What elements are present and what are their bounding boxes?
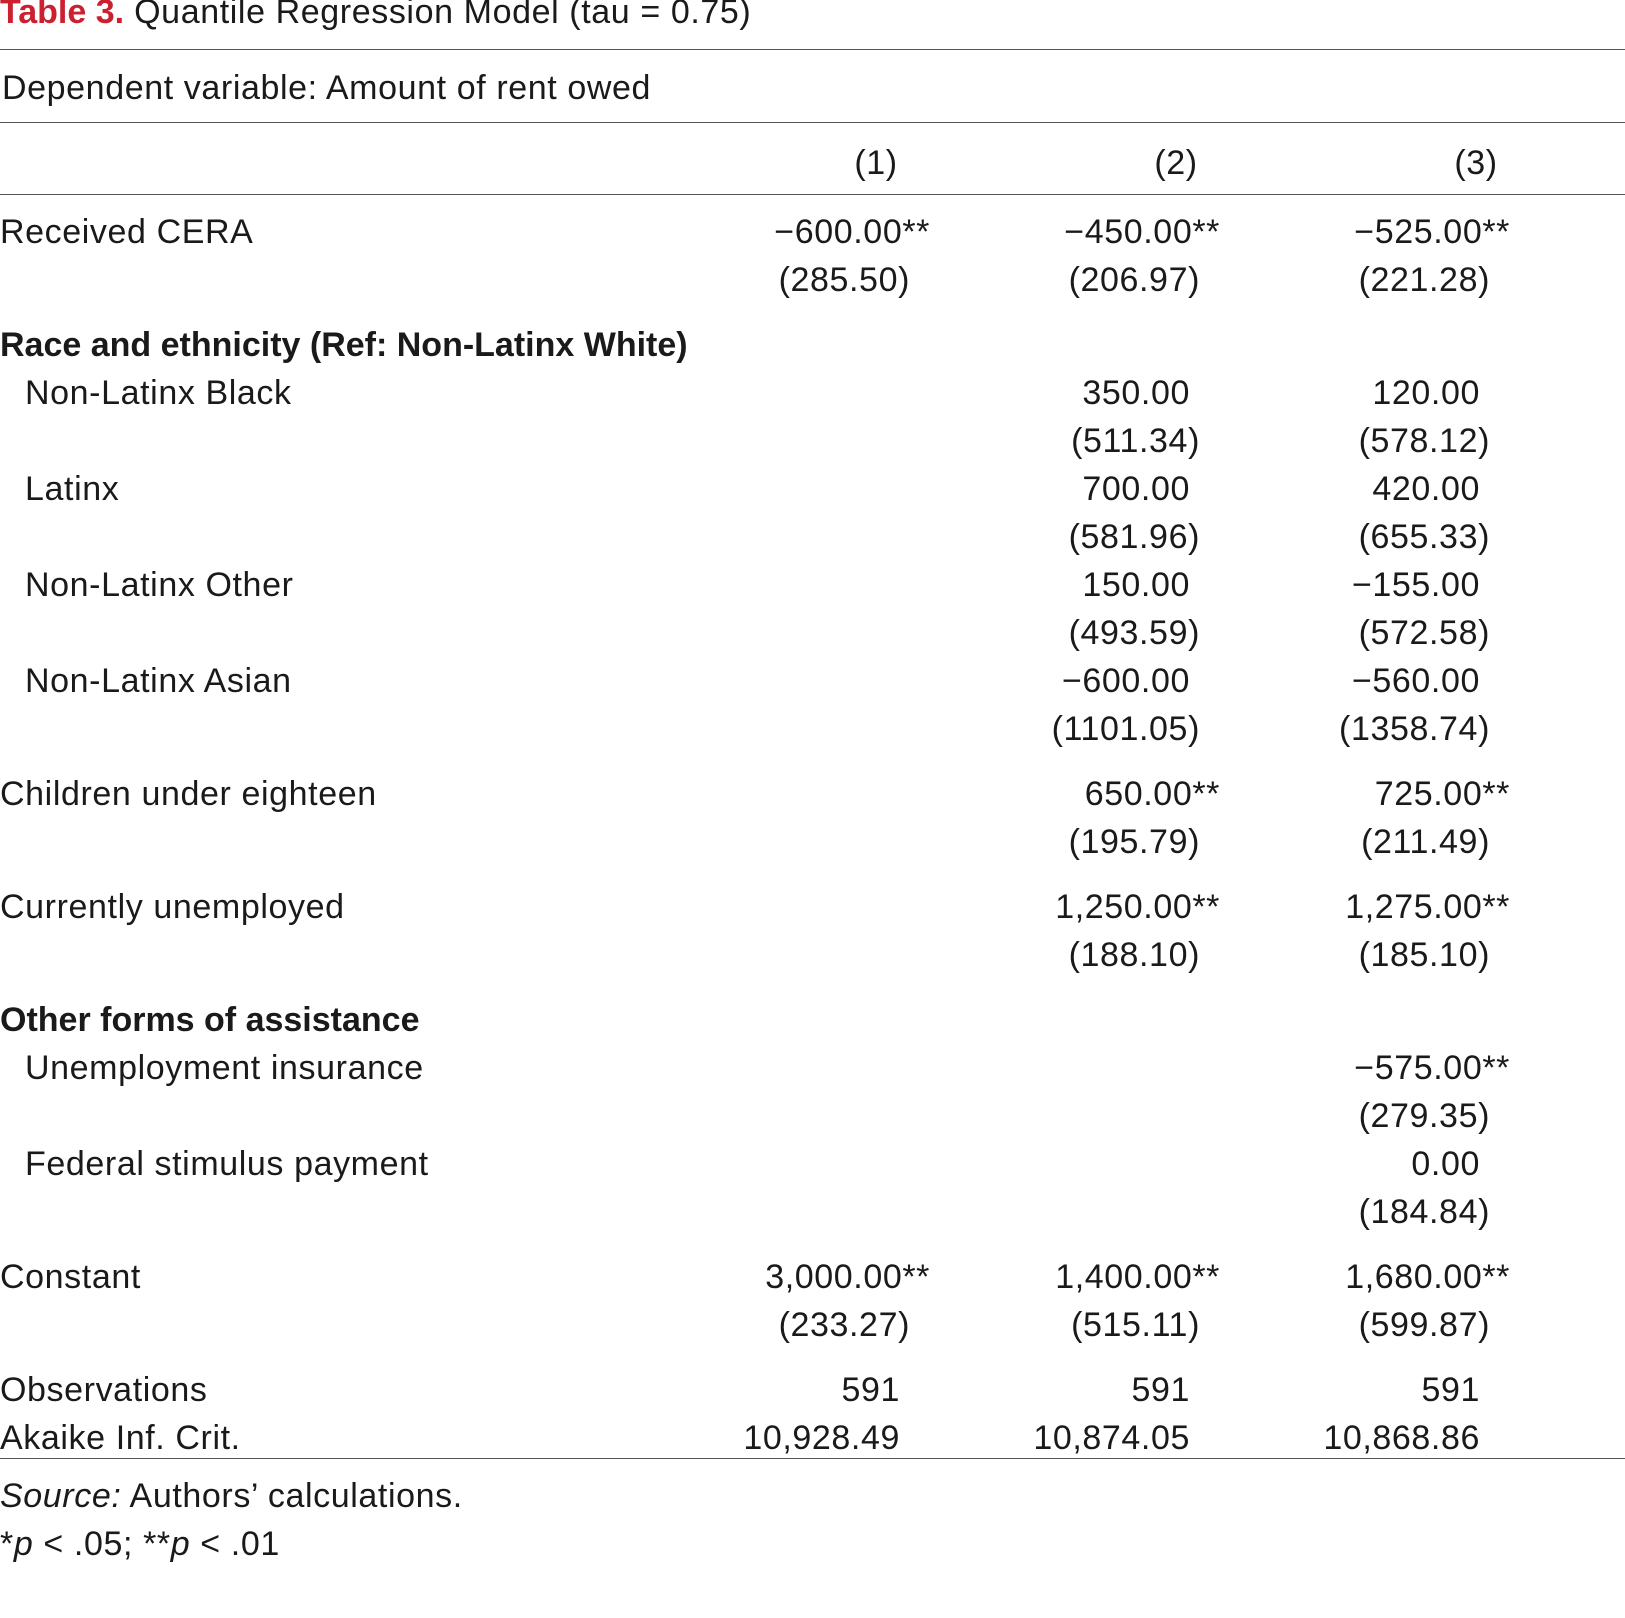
coefficient-cell: 150.00 [1082,566,1190,604]
coefficient-cell: 10,874.05 [1033,1419,1190,1457]
table-label: Table 3. [0,0,125,31]
coefficient-cell: 0.00 [1411,1145,1480,1183]
rule-header-top [0,122,1625,123]
table-title: Quantile Regression Model (tau = 0.75) [134,0,752,31]
coefficient-cell: 3,000.00** [765,1258,930,1296]
group-heading: Other forms of assistance [0,1001,420,1039]
coefficient-cell: 591 [841,1371,900,1409]
row-label: Constant [0,1258,141,1296]
table-caption [0,0,751,32]
standard-error-cell: (511.34) [1071,422,1200,460]
standard-error-cell: (285.50) [778,261,910,299]
rule-top [0,49,1625,50]
standard-error-cell: (195.79) [1068,823,1200,861]
source-note [0,1476,463,1516]
row-label: Unemployment insurance [25,1049,424,1087]
source-label: Source: [0,1477,122,1515]
sig-threshold-1: < .05; ** [33,1525,171,1563]
standard-error-cell: (211.49) [1361,823,1490,861]
coefficient-cell: −450.00** [1064,213,1220,251]
sig-threshold-2: < .01 [190,1525,280,1563]
column-header-2: (2) [1154,144,1198,182]
row-label: Children under eighteen [0,775,377,813]
row-label: Federal stimulus payment [25,1145,429,1183]
coefficient-cell: 10,928.49 [743,1419,900,1457]
significance-note [0,1524,280,1564]
row-label: Non-Latinx Asian [25,662,292,700]
row-label: Non-Latinx Other [25,566,294,604]
coefficient-cell: −155.00 [1351,566,1480,604]
row-label: Observations [0,1371,208,1409]
row-label: Currently unemployed [0,888,345,926]
coefficient-cell: 591 [1421,1371,1480,1409]
column-header-3: (3) [1454,144,1498,182]
coefficient-cell: 700.00 [1082,470,1190,508]
standard-error-cell: (233.27) [778,1306,910,1344]
coefficient-cell: 420.00 [1372,470,1480,508]
coefficient-cell: 591 [1131,1371,1190,1409]
standard-error-cell: (655.33) [1358,518,1490,556]
coefficient-cell: −575.00** [1354,1049,1510,1087]
standard-error-cell: (599.87) [1358,1306,1490,1344]
sig-p-1: p [13,1525,34,1563]
sig-p-2: p [170,1525,191,1563]
row-label: Akaike Inf. Crit. [0,1419,241,1457]
coefficient-cell: 650.00** [1084,775,1220,813]
coefficient-cell: 1,680.00** [1345,1258,1510,1296]
standard-error-cell: (581.96) [1068,518,1200,556]
dependent-variable-label: Dependent variable: Amount of rent owed [2,69,652,107]
standard-error-cell: (1358.74) [1339,710,1490,748]
coefficient-cell: 120.00 [1372,374,1480,412]
coefficient-cell: −525.00** [1354,213,1510,251]
standard-error-cell: (572.58) [1358,614,1490,652]
coefficient-cell: 10,868.86 [1323,1419,1480,1457]
coefficient-cell: 1,275.00** [1345,888,1510,926]
standard-error-cell: (515.11) [1071,1306,1200,1344]
coefficient-cell: 1,400.00** [1055,1258,1220,1296]
standard-error-cell: (279.35) [1358,1097,1490,1135]
coefficient-cell: 350.00 [1082,374,1190,412]
standard-error-cell: (1101.05) [1051,710,1200,748]
coefficient-cell: −560.00 [1351,662,1480,700]
standard-error-cell: (188.10) [1068,936,1200,974]
row-label: Received CERA [0,213,254,251]
rule-bottom [0,1458,1625,1459]
standard-error-cell: (185.10) [1358,936,1490,974]
group-heading: Race and ethnicity (Ref: Non-Latinx White) [0,326,688,364]
source-text: Authors’ calculations. [121,1477,463,1515]
coefficient-cell: −600.00 [1061,662,1190,700]
standard-error-cell: (206.97) [1068,261,1200,299]
sig-star-1: * [0,1525,14,1563]
coefficient-cell: 725.00** [1374,775,1510,813]
rule-header-bottom [0,194,1625,195]
coefficient-cell: 1,250.00** [1055,888,1220,926]
row-label: Latinx [25,470,120,508]
row-label: Non-Latinx Black [25,374,292,412]
coefficient-cell: −600.00** [774,213,930,251]
standard-error-cell: (493.59) [1068,614,1200,652]
standard-error-cell: (184.84) [1358,1193,1490,1231]
column-header-1: (1) [854,144,898,182]
standard-error-cell: (221.28) [1358,261,1490,299]
standard-error-cell: (578.12) [1358,422,1490,460]
